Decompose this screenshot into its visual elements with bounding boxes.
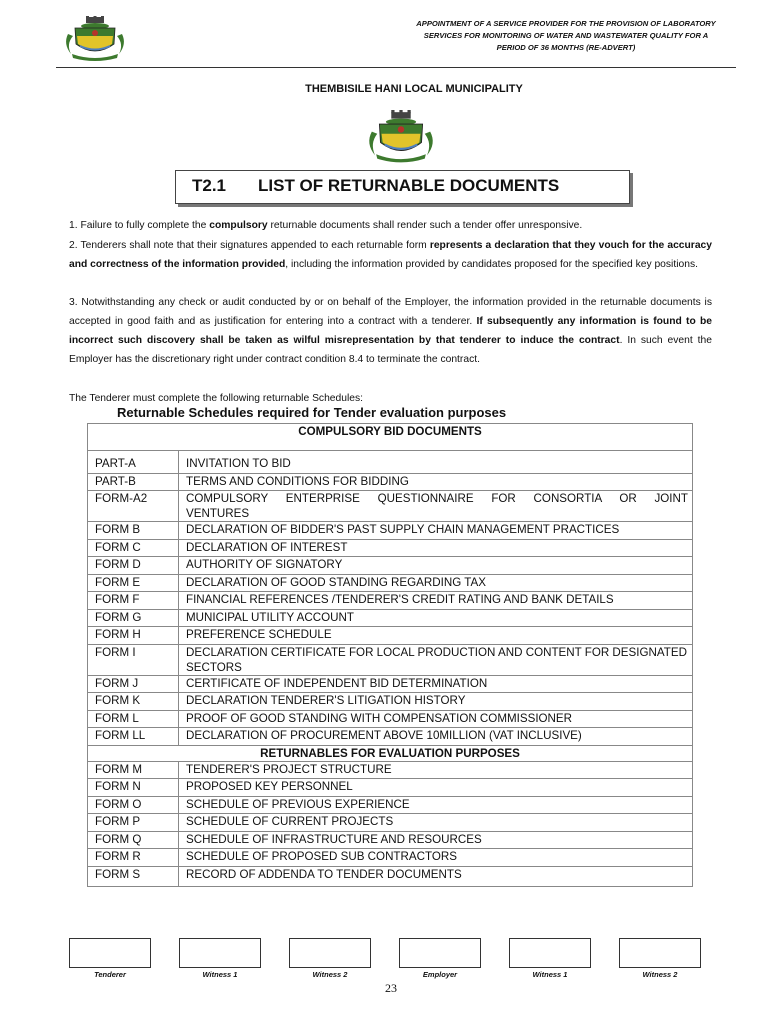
form-code: FORM Q bbox=[88, 831, 179, 849]
table-row bbox=[88, 451, 693, 474]
table-row bbox=[88, 814, 693, 832]
signature-label: Witness 2 bbox=[642, 970, 678, 979]
table-row bbox=[88, 831, 693, 849]
table-row bbox=[88, 644, 693, 675]
form-description: SCHEDULE OF PREVIOUS EXPERIENCE bbox=[179, 796, 693, 814]
municipal-crest-logo bbox=[365, 110, 437, 164]
signature-box bbox=[509, 938, 591, 968]
form-description: MUNICIPAL UTILITY ACCOUNT bbox=[179, 609, 693, 627]
table-row bbox=[88, 592, 693, 610]
signature-box bbox=[289, 938, 371, 968]
form-description: DECLARATION TENDERER'S LITIGATION HISTORY bbox=[179, 693, 693, 711]
form-code: FORM F bbox=[88, 592, 179, 610]
form-code: FORM E bbox=[88, 574, 179, 592]
table-row bbox=[88, 693, 693, 711]
form-description: TENDERER'S PROJECT STRUCTURE bbox=[179, 761, 693, 779]
text: returnable documents shall render such a tender offer unresponsive. bbox=[267, 220, 583, 231]
form-code: PART-A bbox=[88, 451, 179, 474]
returnable-schedules-table bbox=[87, 423, 693, 887]
table-row bbox=[88, 539, 693, 557]
table-row bbox=[88, 557, 693, 575]
form-description: SCHEDULE OF PROPOSED SUB CONTRACTORS bbox=[179, 849, 693, 867]
document-header bbox=[392, 18, 740, 54]
form-description: SCHEDULE OF INFRASTRUCTURE AND RESOURCES bbox=[179, 831, 693, 849]
form-code: FORM M bbox=[88, 761, 179, 779]
section-number: T2.1 bbox=[192, 176, 227, 195]
text: . In such event the Employer has the discretionary right under contract condition 8.4 to terminate the contract. bbox=[69, 335, 712, 365]
table-row bbox=[88, 609, 693, 627]
form-description: PROPOSED KEY PERSONNEL bbox=[179, 779, 693, 797]
form-description: DECLARATION OF PROCUREMENT ABOVE 10MILLION (VAT INCLUSIVE) bbox=[179, 728, 693, 746]
table-section-header bbox=[88, 745, 693, 761]
form-code: FORM N bbox=[88, 779, 179, 797]
form-description: DECLARATION CERTIFICATE FOR LOCAL PRODUCTION AND CONTENT FOR DESIGNATED SECTORS bbox=[179, 644, 693, 675]
section-title-box bbox=[175, 170, 630, 204]
text: 2. Tenderers shall note that their signatures appended to each returnable form bbox=[69, 240, 430, 251]
signature-label: Tenderer bbox=[94, 970, 126, 979]
form-code: FORM B bbox=[88, 522, 179, 540]
form-code: PART-B bbox=[88, 473, 179, 491]
text: 3. Notwithstanding any check or audit conducted by or on behalf of the Employer, the information provided in the returnable documents is accepted in good faith and as justification for entering into a contract with a tenderer. bbox=[69, 297, 712, 327]
form-code: FORM J bbox=[88, 675, 179, 693]
header-line: PERIOD OF 36 MONTHS (RE-ADVERT) bbox=[496, 43, 636, 52]
form-code: FORM D bbox=[88, 557, 179, 575]
table-row bbox=[88, 710, 693, 728]
text: 1. Failure to fully complete the bbox=[69, 220, 210, 231]
form-code: FORM C bbox=[88, 539, 179, 557]
paragraph-3 bbox=[69, 293, 712, 369]
form-description: INVITATION TO BID bbox=[179, 451, 693, 474]
signature-box bbox=[69, 938, 151, 968]
form-description: CERTIFICATE OF INDEPENDENT BID DETERMINATION bbox=[179, 675, 693, 693]
description-line: COMPULSORY ENTERPRISE QUESTIONNAIRE FOR CONSORTIA OR JOINT bbox=[186, 492, 688, 505]
table-row bbox=[88, 796, 693, 814]
form-code: FORM-A2 bbox=[88, 491, 179, 522]
table-row bbox=[88, 849, 693, 867]
table-row bbox=[88, 627, 693, 645]
bold-text: represents a declaration that they vouch for the accuracy and correctness of the information provided bbox=[69, 240, 712, 270]
bold-text: compulsory bbox=[209, 220, 268, 231]
table-row bbox=[88, 728, 693, 746]
paragraph-4: The Tenderer must complete the following returnable Schedules: bbox=[69, 393, 364, 404]
form-description: FINANCIAL REFERENCES /TENDERER'S CREDIT RATING AND BANK DETAILS bbox=[179, 592, 693, 610]
table-row bbox=[88, 491, 693, 522]
table-row bbox=[88, 473, 693, 491]
form-code: FORM L bbox=[88, 710, 179, 728]
form-code: FORM R bbox=[88, 849, 179, 867]
table-row bbox=[88, 779, 693, 797]
form-description: PREFERENCE SCHEDULE bbox=[179, 627, 693, 645]
table-row bbox=[88, 761, 693, 779]
table-row bbox=[88, 866, 693, 887]
section-label: RETURNABLES FOR EVALUATION PURPOSES bbox=[88, 745, 693, 761]
municipality-name: THEMBISILE HANI LOCAL MUNICIPALITY bbox=[305, 83, 523, 95]
form-description: PROOF OF GOOD STANDING WITH COMPENSATION COMMISSIONER bbox=[179, 710, 693, 728]
section-label: COMPULSORY BID DOCUMENTS bbox=[88, 424, 693, 451]
form-code: FORM G bbox=[88, 609, 179, 627]
form-description: RECORD OF ADDENDA TO TENDER DOCUMENTS bbox=[179, 866, 693, 887]
form-description bbox=[179, 491, 693, 522]
form-code: FORM S bbox=[88, 866, 179, 887]
section-title: LIST OF RETURNABLE DOCUMENTS bbox=[258, 176, 560, 195]
form-code: FORM K bbox=[88, 693, 179, 711]
text: , including the information provided by candidates proposed for the specified key positions. bbox=[285, 259, 698, 270]
header-line: SERVICES FOR MONITORING OF WATER AND WASTEWATER QUALITY FOR A bbox=[423, 31, 709, 40]
table-row bbox=[88, 522, 693, 540]
signature-label: Witness 1 bbox=[202, 970, 238, 979]
paragraph-1 bbox=[69, 216, 712, 235]
signature-label: Employer bbox=[422, 970, 458, 979]
schedules-heading: Returnable Schedules required for Tender evaluation purposes bbox=[117, 405, 507, 420]
signature-label: Witness 2 bbox=[312, 970, 348, 979]
table-row bbox=[88, 574, 693, 592]
municipal-crest-logo bbox=[62, 16, 128, 62]
header-line: APPOINTMENT OF A SERVICE PROVIDER FOR THE PROVISION OF LABORATORY bbox=[416, 19, 716, 28]
form-code: FORM O bbox=[88, 796, 179, 814]
signature-box bbox=[399, 938, 481, 968]
signature-label: Witness 1 bbox=[532, 970, 568, 979]
table-section-header bbox=[88, 424, 693, 451]
signature-box bbox=[179, 938, 261, 968]
form-description: DECLARATION OF GOOD STANDING REGARDING TAX bbox=[179, 574, 693, 592]
bold-text: If subsequently any information is found to be incorrect such discovery shall be taken as wilful misrepresentation by that tenderer to induce the contract bbox=[69, 316, 712, 346]
page-number: 23 bbox=[385, 981, 397, 995]
description-line: VENTURES bbox=[186, 507, 250, 520]
form-code: FORM H bbox=[88, 627, 179, 645]
form-description: SCHEDULE OF CURRENT PROJECTS bbox=[179, 814, 693, 832]
table-row bbox=[88, 675, 693, 693]
paragraph-2 bbox=[69, 236, 712, 274]
form-code: FORM I bbox=[88, 644, 179, 675]
signature-box bbox=[619, 938, 701, 968]
form-description: DECLARATION OF BIDDER'S PAST SUPPLY CHAIN MANAGEMENT PRACTICES bbox=[179, 522, 693, 540]
form-description: DECLARATION OF INTEREST bbox=[179, 539, 693, 557]
form-code: FORM LL bbox=[88, 728, 179, 746]
form-description: AUTHORITY OF SIGNATORY bbox=[179, 557, 693, 575]
form-code: FORM P bbox=[88, 814, 179, 832]
header-divider bbox=[56, 67, 736, 68]
form-description: TERMS AND CONDITIONS FOR BIDDING bbox=[179, 473, 693, 491]
